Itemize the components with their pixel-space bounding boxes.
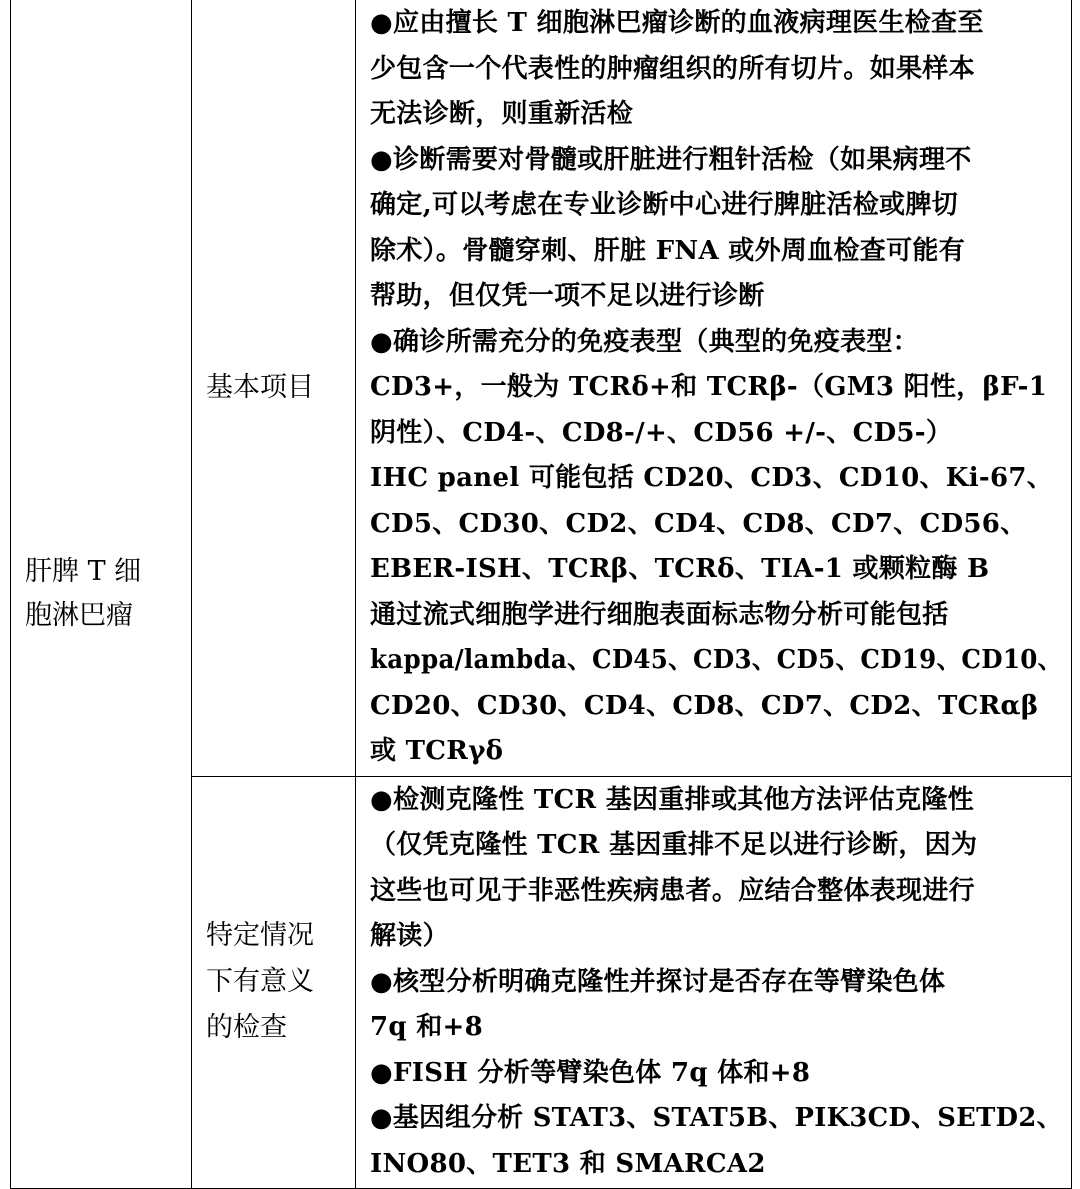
content-cell xyxy=(356,0,1072,776)
category-cell xyxy=(11,0,192,1189)
content-line: 确定,可以考虑在专业诊断中心进行脾脏活检或脾切 xyxy=(370,190,958,220)
content-line: EBER-ISH、TCRβ、TCRδ、TIA-1 或颗粒酶 B xyxy=(370,554,990,584)
content-line: ●检测克隆性 TCR 基因重排或其他方法评估克隆性 xyxy=(370,784,974,815)
content-line: ●FISH 分析等臂染色体 7q 体和+8 xyxy=(370,1057,811,1088)
content-line: CD20、CD30、CD4、CD8、CD7、CD2、TCRαβ xyxy=(370,690,1039,721)
content-line: CD3+，一般为 TCRδ+和 TCRβ-（GM3 阳性，βF-1 xyxy=(370,372,1048,402)
content-cell xyxy=(356,776,1072,1189)
subcategory-cell xyxy=(192,776,356,1189)
content-line: ●诊断需要对骨髓或肝脏进行粗针活检（如果病理不 xyxy=(370,144,972,175)
subcategory-cell xyxy=(192,0,356,776)
category-line: 肝脾 T 细 xyxy=(25,556,142,587)
content-line: CD5、CD30、CD2、CD4、CD8、CD7、CD56、 xyxy=(370,508,1027,539)
table-row xyxy=(11,0,1072,776)
content-line: 解读） xyxy=(370,921,449,951)
category-label xyxy=(11,550,191,638)
content-line: ●确诊所需充分的免疫表型（典型的免疫表型： xyxy=(370,326,919,357)
content-line: 除术）。骨髓穿刺、肝脏 FNA 或外周血检查可能有 xyxy=(370,235,966,266)
content-text xyxy=(356,777,1071,1189)
content-line: 这些也可见于非恶性疾病患者。应结合整体表现进行 xyxy=(370,875,975,906)
content-line: 阴性）、CD4-、CD8-/+、CD56 +/-、CD5-） xyxy=(370,417,953,448)
content-line: 无法诊断，则重新活检 xyxy=(370,99,634,129)
content-line: ●基因组分析 STAT3、STAT5B、PIK3CD、SETD2、 xyxy=(370,1103,1063,1133)
subcategory-line: 特定情况 xyxy=(206,920,314,952)
subcategory-line: 基本项目 xyxy=(206,371,314,403)
content-line: 7q 和+8 xyxy=(370,1012,483,1042)
subcategory-label xyxy=(192,913,355,1051)
subcategory-label xyxy=(192,365,355,411)
content-line: 通过流式细胞学进行细胞表面标志物分析可能包括 xyxy=(370,599,949,630)
category-line: 胞淋巴瘤 xyxy=(25,600,133,631)
workup-table xyxy=(10,0,1072,1189)
subcategory-line: 下有意义 xyxy=(206,966,314,998)
content-line: 或 TCRγδ xyxy=(370,736,504,766)
content-line: ●核型分析明确克隆性并探讨是否存在等臂染色体 xyxy=(370,966,946,997)
content-line: IHC panel 可能包括 CD20、CD3、CD10、Ki-67、 xyxy=(370,463,1054,493)
content-line: INO80、TET3 和 SMARCA2 xyxy=(370,1148,766,1179)
content-text xyxy=(356,0,1071,776)
subcategory-line: 的检查 xyxy=(206,1012,287,1044)
content-line: 少包含一个代表性的肿瘤组织的所有切片。如果样本 xyxy=(370,53,975,84)
content-line: 帮助，但仅凭一项不足以进行诊断 xyxy=(370,281,765,311)
content-line: （仅凭克隆性 TCR 基因重排不足以进行诊断，因为 xyxy=(370,830,978,860)
content-line: kappa/lambda、CD45、CD3、CD5、CD19、CD10、 xyxy=(370,645,1063,675)
content-line: ●应由擅长 T 细胞淋巴瘤诊断的血液病理医生检查至 xyxy=(370,8,984,38)
